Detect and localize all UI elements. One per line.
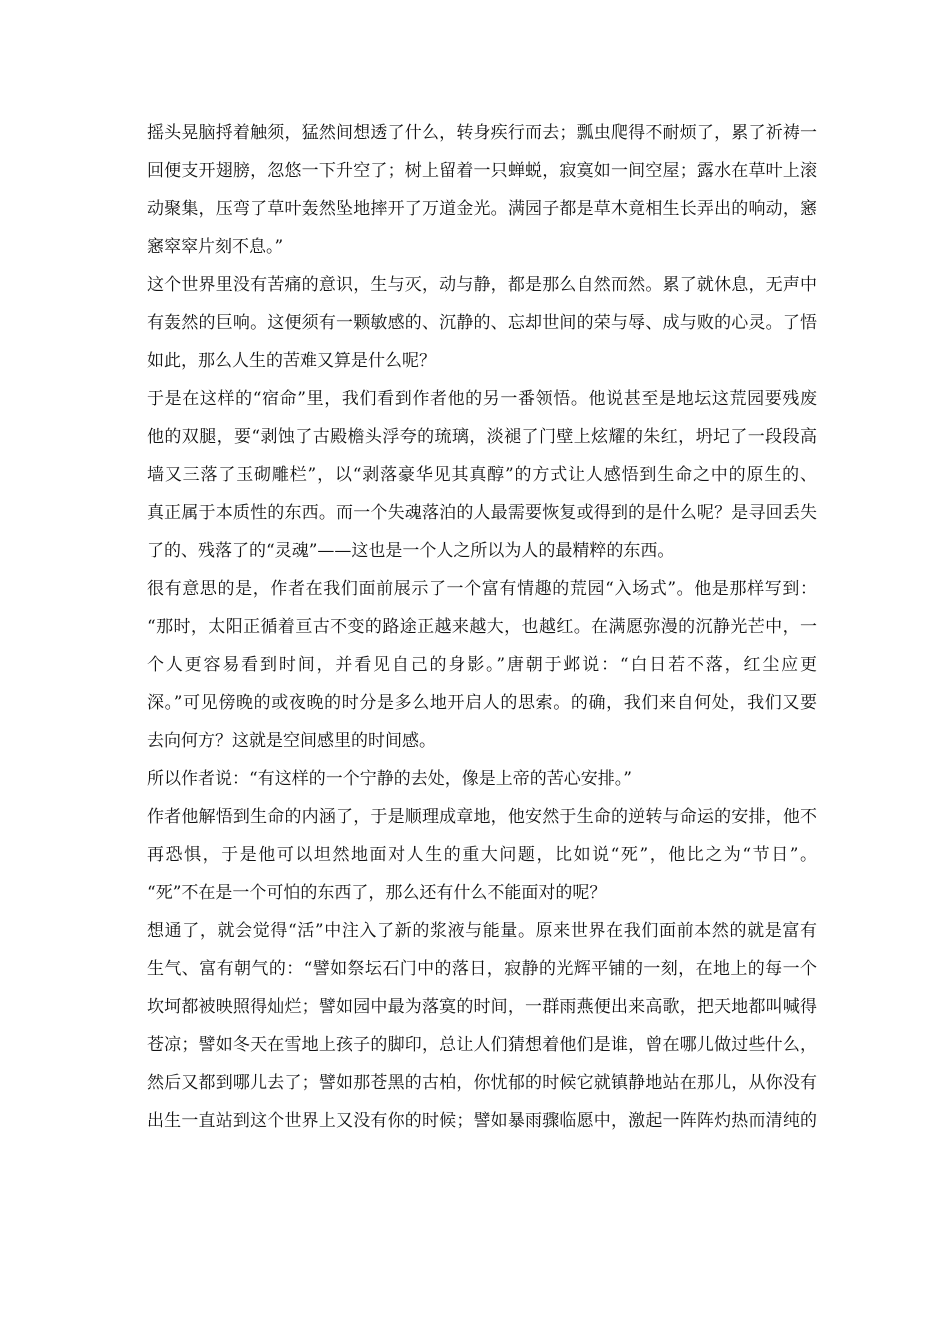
- text-line: 他的双腿，要“剥蚀了古殿檐头浮夸的琉璃，淡褪了门壁上炫耀的朱红，坍圮了一段段高: [147, 427, 817, 447]
- paragraph-5: [147, 760, 817, 798]
- text-line: “死”不在是一个可怕的东西了，那么还有什么不能面对的呢？: [147, 883, 607, 903]
- text-line: 如此，那么人生的苦难又算是什么呢？: [147, 351, 436, 371]
- text-line: 于是在这样的“宿命”里，我们看到作者他的另一番领悟。他说甚至是地坛这荒园要残废: [147, 389, 817, 409]
- text-line: 深。”可见傍晚的或夜晚的时分是多么地开启人的思索。的确，我们来自何处，我们又要: [147, 693, 817, 713]
- text-line: 去向何方？这就是空间感里的时间感。: [147, 731, 436, 751]
- paragraph-6: [147, 798, 817, 912]
- text-line: 出生一直站到这个世界上又没有你的时候；譬如暴雨骤临愿中，激起一阵阵灼热而清纯的: [147, 1111, 817, 1131]
- body-text: [147, 114, 817, 1140]
- text-line: 有轰然的巨响。这便须有一颗敏感的、沉静的、忘却世间的荣与辱、成与败的心灵。了悟: [147, 313, 817, 333]
- text-line: 这个世界里没有苦痛的意识，生与灭，动与静，都是那么自然而然。累了就休息，无声中: [147, 275, 817, 295]
- text-line: 回便支开翅膀，忽悠一下升空了；树上留着一只蝉蜕，寂寞如一间空屋；露水在草叶上滚: [147, 161, 817, 181]
- text-line: 墙又三落了玉砌雕栏”，以“剥落豪华见其真醇”的方式让人感悟到生命之中的原生的、: [147, 465, 817, 485]
- text-line: 摇头晃脑捋着触须，猛然间想透了什么，转身疾行而去；瓢虫爬得不耐烦了，累了祈祷一: [147, 123, 817, 143]
- text-line: 然后又都到哪儿去了；譬如那苍黑的古柏，你忧郁的时候它就镇静地站在那儿，从你没有: [147, 1073, 817, 1093]
- text-line: 生气、富有朝气的：“譬如祭坛石门中的落日，寂静的光辉平铺的一刻，在地上的每一个: [147, 959, 817, 979]
- text-line: 很有意思的是，作者在我们面前展示了一个富有情趣的荒园“入场式”。他是那样写到：: [147, 579, 817, 599]
- text-line: 了的、残落了的“灵魂”——这也是一个人之所以为人的最精粹的东西。: [147, 541, 675, 561]
- text-line: “那时，太阳正循着亘古不变的路途正越来越大，也越红。在满愿弥漫的沉静光芒中，一: [147, 617, 817, 637]
- paragraph-7: [147, 912, 817, 1140]
- text-line: 想通了，就会觉得“活”中注入了新的浆液与能量。原来世界在我们面前本然的就是富有: [147, 921, 817, 941]
- text-line: 作者他解悟到生命的内涵了，于是顺理成章地，他安然于生命的逆转与命运的安排，他不: [147, 807, 817, 827]
- paragraph-2: [147, 266, 817, 380]
- text-line: 所以作者说：“有这样的一个宁静的去处，像是上帝的苦心安排。”: [147, 769, 632, 789]
- text-line: 真正属于本质性的东西。而一个失魂落泊的人最需要恢复或得到的是什么呢？是寻回丢失: [147, 503, 817, 523]
- text-line: 窸窣窣片刻不息。”: [147, 237, 284, 257]
- paragraph-3: [147, 380, 817, 570]
- paragraph-1: [147, 114, 817, 266]
- text-line: 苍凉；譬如冬天在雪地上孩子的脚印，总让人们猜想着他们是谁，曾在哪儿做过些什么，: [147, 1035, 817, 1055]
- text-line: 再恐惧，于是他可以坦然地面对人生的重大问题，比如说“死”，他比之为“节日”。: [147, 845, 817, 865]
- text-line: 个人更容易看到时间，并看见自己的身影。”唐朝于邺说：“白日若不落，红尘应更: [147, 655, 817, 675]
- text-line: 坎坷都被映照得灿烂；譬如园中最为落寞的时间，一群雨燕便出来高歌，把天地都叫喊得: [147, 997, 817, 1017]
- text-line: 动聚集，压弯了草叶轰然坠地摔开了万道金光。满园子都是草木竟相生长弄出的响动，窸: [147, 199, 817, 219]
- paragraph-4: [147, 570, 817, 760]
